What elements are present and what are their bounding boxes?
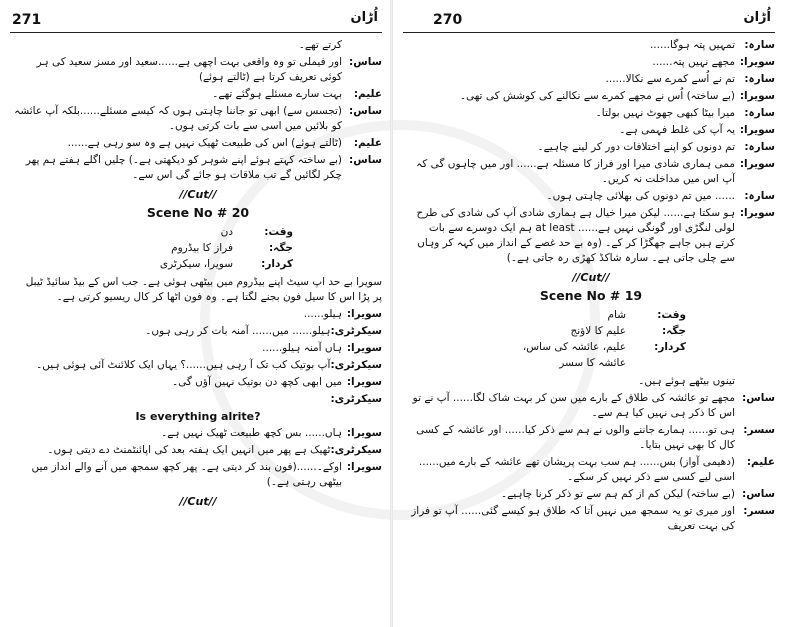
dialogue-text: میرا بیٹا کبھی جھوٹ نہیں بولتا۔ bbox=[595, 107, 735, 119]
speaker-label: سارہ: bbox=[744, 73, 775, 85]
speaker-label: سویرا: bbox=[739, 90, 775, 102]
running-title: اُڑان bbox=[350, 10, 378, 25]
stage-direction: کرتے تھے۔ bbox=[298, 39, 342, 51]
scene-meta-label: کردار: bbox=[261, 258, 293, 270]
speaker-label: ساس: bbox=[742, 488, 775, 500]
speaker-label: سویرا: bbox=[346, 308, 382, 320]
dialogue-text: (بے ساختہ) اُس نے مجھے کمرے سے نکالنے کی کوشش کی تھی۔ bbox=[459, 90, 735, 102]
speaker-label: ساس: bbox=[349, 105, 382, 117]
speaker-label: سارہ: bbox=[744, 141, 775, 153]
scene-meta-value: فراز کا بیڈروم bbox=[171, 242, 233, 254]
dialogue-text: تمہیں پتہ ہوگا...... bbox=[649, 39, 735, 51]
dialogue-text: ...... میں تم دونوں کی بھلائی چاہتی ہوں۔ bbox=[546, 190, 735, 202]
speaker-label: ساس: bbox=[742, 392, 775, 404]
speaker-label: سویرا: bbox=[739, 158, 775, 170]
speaker-label: علیم: bbox=[353, 137, 382, 149]
speaker-label: سسر: bbox=[743, 505, 775, 517]
scene-meta-value: علیم کا لاؤنج bbox=[570, 325, 626, 337]
english-line: Is everything alrite? bbox=[135, 410, 261, 423]
speaker-label: سویرا: bbox=[346, 342, 382, 354]
scene-heading: Scene No # 20 bbox=[146, 205, 250, 220]
scene-meta bbox=[496, 307, 686, 371]
dialogue-line bbox=[14, 460, 382, 490]
page-header-right bbox=[403, 10, 775, 33]
dialogue-line bbox=[407, 106, 775, 121]
dialogue-line bbox=[14, 153, 382, 183]
dialogue-line bbox=[14, 426, 382, 441]
page-number: 270 bbox=[433, 12, 463, 28]
dialogue-line bbox=[14, 375, 382, 390]
speaker-label: سویرا: bbox=[346, 427, 382, 439]
dialogue-line bbox=[14, 87, 382, 102]
scene-meta-row bbox=[103, 240, 293, 256]
scene-meta-value: شام bbox=[607, 309, 626, 321]
dialogue-text: بہت سارے مسئلے ہوگئے تھے۔ bbox=[212, 88, 342, 100]
dialogue-line bbox=[14, 136, 382, 151]
dialogue-text: (دھیمی آواز) بس...... ہم سب بہت پریشان تھے عائشہ کے بارے میں...... اسی لیے کسی سے ذکر نہیں کر سکے۔ bbox=[418, 456, 735, 483]
speaker-label: سارہ: bbox=[744, 39, 775, 51]
page-body-left bbox=[14, 38, 382, 621]
dialogue-line bbox=[407, 72, 775, 87]
page-right bbox=[393, 0, 785, 627]
dialogue-line bbox=[407, 89, 775, 104]
speaker-label: سیکرٹری: bbox=[330, 393, 382, 405]
speaker-label: سیکرٹری: bbox=[330, 325, 382, 337]
scene-meta-row bbox=[496, 323, 686, 339]
dialogue-text: ٹھیک ہے پھر میں انہیں ایک ہفتہ بعد کی اپائنٹمنٹ دے دیتی ہوں۔ bbox=[47, 444, 331, 456]
dialogue-text: ہاں آمنہ ہیلو...... bbox=[262, 342, 342, 354]
dialogue-line bbox=[407, 391, 775, 421]
speaker-label: علیم: bbox=[746, 456, 775, 468]
speaker-label: ساس: bbox=[349, 154, 382, 166]
page-left bbox=[0, 0, 392, 627]
dialogue-text: ہی تو...... ہمارے جاننے والوں نے ہم سے ذکر کیا...... اور عائشہ کے کسی کال کا بھی نہیں بتایا۔ bbox=[416, 424, 735, 451]
speaker-label: سویرا: bbox=[739, 207, 775, 219]
dialogue-text: آپ بوتیک کب تک آ رہی ہیں......؟ یہاں ایک کلائنٹ آئی ہوئی ہیں۔ bbox=[36, 359, 331, 371]
dialogue-text: تم دونوں کو اپنے اختلافات دور کر لینے چاہیے۔ bbox=[537, 141, 735, 153]
dialogue-line bbox=[407, 423, 775, 453]
scene-meta-label: جگہ: bbox=[268, 242, 293, 254]
dialogue-text: ہاں...... بس کچھ طبیعت ٹھیک نہیں ہے۔ bbox=[161, 427, 342, 439]
speaker-label: ساس: bbox=[349, 56, 382, 68]
dialogue-text: میں ابھی کچھ دن بوتیک نہیں آؤں گی۔ bbox=[171, 376, 342, 388]
dialogue-line bbox=[407, 487, 775, 502]
dialogue-text: (بے ساختہ کہتے ہوئے اپنے شوہر کو دیکھتی ہے۔) چلیں اگلے ہفتے ہم پھر چکر لگائیں گے تب ملاقات ہو جائے گی اس سے۔ bbox=[25, 154, 342, 181]
dialogue-text: تم نے اُسے کمرے سے نکالا...... bbox=[605, 73, 735, 85]
cut-marker: //Cut// bbox=[179, 495, 217, 508]
dialogue-text: مجھے تو عائشہ کی طلاق کے بارے میں سن کر بہت شاک لگا...... آپ نے تو اس کا ذکر ہی نہیں کیا ہم سے۔ bbox=[412, 392, 735, 419]
dialogue-text: یہ آپ کی غلط فہمی ہے۔ bbox=[619, 124, 735, 136]
scene-meta-label: کردار: bbox=[654, 341, 686, 353]
scene-meta-row bbox=[103, 224, 293, 240]
dialogue-line bbox=[14, 104, 382, 134]
dialogue-line bbox=[14, 358, 382, 373]
scene-meta-row bbox=[496, 307, 686, 323]
dialogue-line bbox=[407, 38, 775, 53]
dialogue-line bbox=[407, 455, 775, 485]
dialogue-text: اوکے۔......(فون بند کر دیتی ہے۔ پھر کچھ سمجھ میں آنے والے انداز میں بیٹھی رہتی ہے۔) bbox=[31, 461, 342, 488]
speaker-label: علیم: bbox=[353, 88, 382, 100]
dialogue-text: مجھے نہیں پتہ...... bbox=[652, 56, 735, 68]
dialogue-line bbox=[14, 341, 382, 356]
scene-meta-value: علیم، عائشہ کی ساس، عائشہ کا سسر bbox=[522, 341, 626, 369]
scene-meta-row bbox=[103, 256, 293, 272]
scene-meta-value: دن bbox=[220, 226, 233, 238]
page-body-right bbox=[407, 38, 775, 621]
dialogue-line bbox=[407, 140, 775, 155]
dialogue-line bbox=[14, 55, 382, 85]
dialogue-line bbox=[407, 123, 775, 138]
dialogue-line bbox=[407, 504, 775, 534]
speaker-label: سویرا: bbox=[346, 376, 382, 388]
page-header-left bbox=[10, 10, 382, 33]
dialogue-text: ہیلو...... میں...... آمنہ بات کر رہی ہوں۔ bbox=[145, 325, 331, 337]
speaker-label: سویرا: bbox=[739, 124, 775, 136]
dialogue-text: (ٹالتے ہوئے) اس کی طبیعت ٹھیک نہیں ہے وہ سو رہی ہے...... bbox=[67, 137, 342, 149]
cut-marker: //Cut// bbox=[179, 188, 217, 201]
speaker-label: سویرا: bbox=[346, 461, 382, 473]
speaker-label: سسر: bbox=[743, 424, 775, 436]
dialogue-text: اور فیملی تو وہ واقعی بہت اچھی ہے......سعید اور مسز سعید کی ہر کوئی تعریف کرتا ہے (ٹالتے ہوئے) bbox=[36, 56, 342, 83]
scene-meta bbox=[103, 224, 293, 272]
dialogue-line bbox=[407, 189, 775, 204]
speaker-label: سارہ: bbox=[744, 190, 775, 202]
scene-meta-label: وقت: bbox=[264, 226, 293, 238]
scene-heading: Scene No # 19 bbox=[539, 288, 643, 303]
scene-meta-label: وقت: bbox=[657, 309, 686, 321]
dialogue-text: ہیلو...... bbox=[303, 308, 342, 320]
dialogue-text: ہو سکتا ہے...... لیکن میرا خیال ہے ہماری شادی آپ کی شادی کی طرح لولی لنگڑی اور گونگی نہیں ہے...... at least ہم ایک دوسرے سے بات کرتے ہیں جاہے جھگڑا کر کے۔ (وہ بے حد غصے کے انداز میں کہہ کر وہاں سے چلی جاتی ہے۔ سارہ شاکڈ کھڑی رہ جاتی ہے۔) bbox=[416, 207, 735, 264]
dialogue-line bbox=[14, 324, 382, 339]
cut-marker: //Cut// bbox=[572, 271, 610, 284]
dialogue-line bbox=[14, 392, 382, 407]
running-title: اُڑان bbox=[743, 10, 771, 25]
scene-meta-label: جگہ: bbox=[661, 325, 686, 337]
dialogue-line bbox=[14, 307, 382, 322]
speaker-label: سویرا: bbox=[739, 56, 775, 68]
speaker-label: سارہ: bbox=[744, 107, 775, 119]
dialogue-line bbox=[407, 55, 775, 70]
stage-direction: سویرا بے حد اپ سیٹ اپنے بیڈروم میں بیٹھی ہوئی ہے۔ جب اس کے بیڈ سائیڈ ٹیبل پر پڑا اس کا سیل فون بجنے لگتا ہے۔ وہ فون اٹھا کر کال ریسیو کرتی ہے۔ bbox=[25, 276, 382, 303]
scene-meta-value: سویرا، سیکرٹری bbox=[159, 258, 233, 270]
dialogue-line bbox=[407, 157, 775, 187]
page-number: 271 bbox=[12, 12, 42, 28]
dialogue-text: اور میری تو یہ سمجھ میں نہیں آتا کہ طلاق ہو کیسے گئی...... آپ تو فراز کی بہت تعریف bbox=[411, 505, 735, 532]
dialogue-line bbox=[14, 443, 382, 458]
dialogue-text: (تجسس سے) ابھی تو جاننا چاہتی ہوں کہ کیسے مسئلے......بلکہ آپ عائشہ کو بلائیں میں اسی سے بات کرتی ہوں۔ bbox=[14, 105, 342, 132]
dialogue-text: ممی ہماری شادی میرا اور فراز کا مسئلہ ہے...... اور میں چاہوں گی کہ آپ اس میں مداخلت نہ کریں۔ bbox=[416, 158, 735, 185]
scene-meta-row bbox=[496, 339, 686, 371]
dialogue-line bbox=[407, 206, 775, 266]
stage-direction: تینوں بیٹھے ہوئے ہیں۔ bbox=[638, 375, 735, 387]
speaker-label: سیکرٹری: bbox=[330, 359, 382, 371]
speaker-label: سیکرٹری: bbox=[330, 444, 382, 456]
dialogue-text: (بے ساختہ) لیکن کم از کم ہم سے تو ذکر کرنا چاہیے۔ bbox=[500, 488, 735, 500]
